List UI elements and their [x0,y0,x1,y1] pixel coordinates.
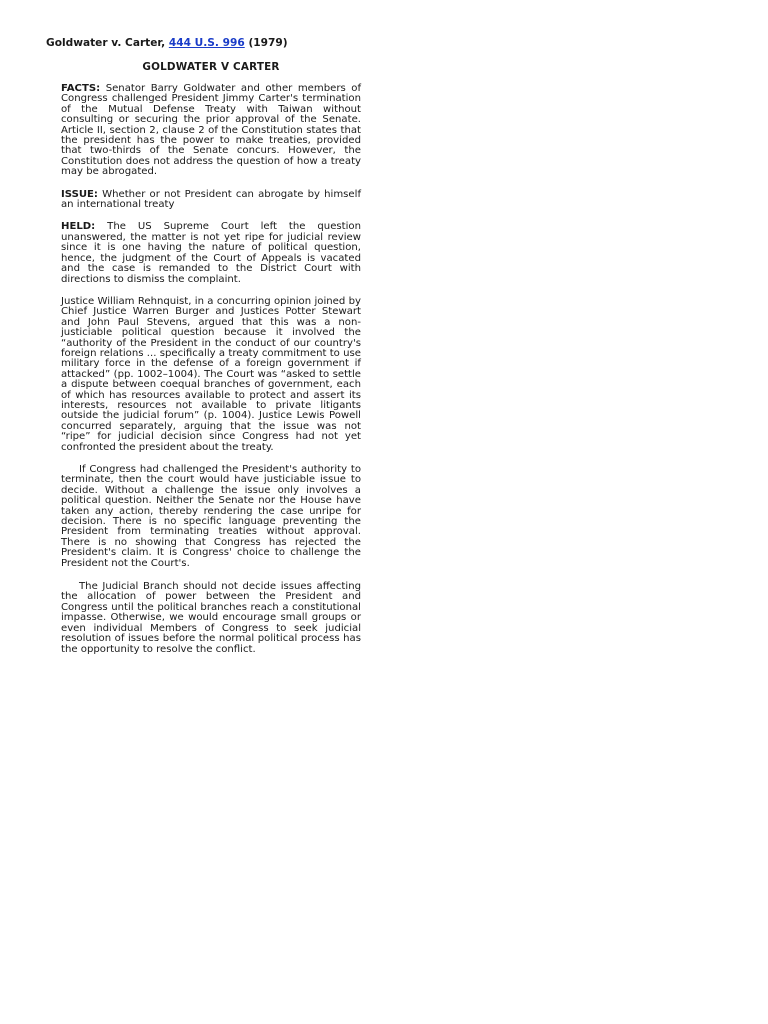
congress-challenge-paragraph: If Congress had challenged the President's authority to terminate, then the court would have justiciable issue to decide. Without a challenge the issue only involves a political question. Neither the Senate nor the House have taken any action, thereby rendering the case unripe for decision. There is no specific language preventing the President from terminating treaties without approval. There is no showing that Congress has rejected the President's claim. It is Congress' choice to challenge the President not the Court's. [61,464,361,569]
issue-text: Whether or not President can abrogate by himself an international treaty [61,188,361,211]
held-paragraph [61,222,361,284]
facts-paragraph [61,84,361,178]
case-name: Goldwater v. Carter, [46,37,166,49]
issue-paragraph [61,190,361,211]
judicial-branch-paragraph: The Judicial Branch should not decide issues affecting the allocation of power between the President and Congress until the political branches reach a constitutional impasse. Otherwise, we would encourage small groups or even individual Members of Congress to seek judicial resolution of issues before the normal political process has the opportunity to resolve the conflict. [61,581,361,655]
held-text: The US Supreme Court left the question unanswered, the matter is not yet ripe for judicial review since it is one having the nature of political question, hence, the judgment of the Court of Appeals is vacated and the case is remanded to the District Court with directions to dismiss the complaint. [61,221,361,285]
decision-year: (1979) [248,37,288,49]
document-body [61,84,361,668]
facts-label: FACTS: [61,83,101,94]
held-label: HELD: [61,221,96,233]
document-title: GOLDWATER V CARTER [142,61,280,73]
reporter-citation-link[interactable]: 444 U.S. 996 [168,37,245,49]
issue-label: ISSUE: [61,188,98,200]
facts-text: Senator Barry Goldwater and other members of Congress challenged President Jimmy Carter's termination of the Mutual Defense Treaty with Taiwan without consulting or securing the prior approval of the Senate. Article II, section 2, clause 2 of the Constitution states that the president has the power to make treaties, provided that two-thirds of the Senate concurs. However, the Constitution does not address the question of how a treaty may be abrogated. [61,83,361,178]
rehnquist-paragraph: Justice William Rehnquist, in a concurring opinion joined by Chief Justice Warren Burger and Justices Potter Stewart and John Paul Stevens, argued that this was a non-justiciable political question because it involved the “authority of the President in the conduct of our country's foreign relations ... specifically a treaty commitment to use military force in the defense of a foreign government if attacked” (pp. 1002–1004). The Court was “asked to settle a dispute between coequal branches of government, each of which has resources available to protect and assert its interests, resources not available to private litigants outside the judicial forum” (p. 1004). Justice Lewis Powell concurred separately, arguing that the issue was not “ripe” for judicial decision since Congress had not yet confronted the president about the treaty. [61,295,361,453]
case-citation [46,37,288,49]
